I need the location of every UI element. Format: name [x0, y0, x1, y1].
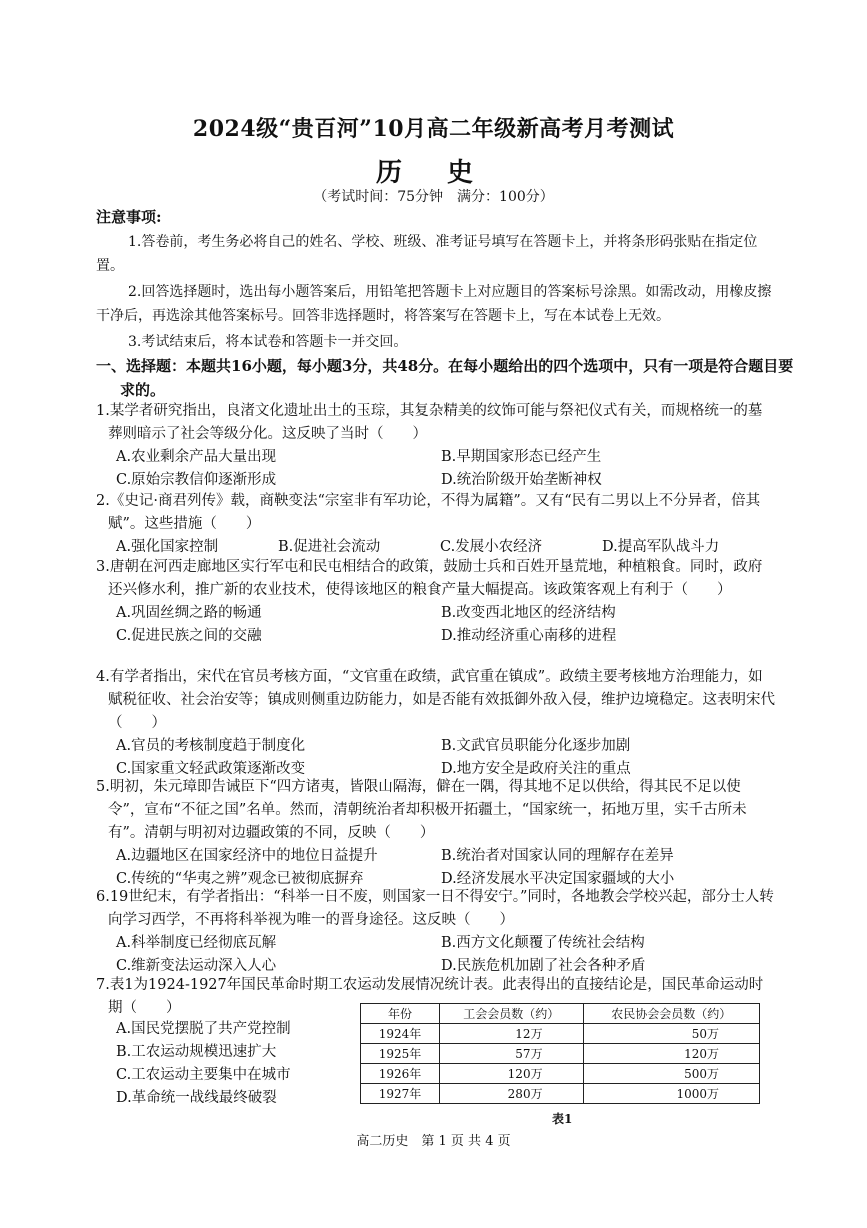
- option-b: B.西方文化颠覆了传统社会结构: [441, 935, 645, 951]
- cell-year: 1926年: [361, 1064, 440, 1084]
- question-3: [96, 556, 776, 648]
- table-caption: 表1: [552, 1112, 573, 1126]
- cell-peasant-members: 1000万: [583, 1084, 759, 1104]
- column-header-union-members: 工会会员数（约）: [440, 1004, 584, 1024]
- option-b: B.促进社会流动: [278, 539, 381, 555]
- table-1: [360, 1003, 760, 1104]
- question-stem: 2.《史记·商君列传》载，商鞅变法“宗室非有军功论，不得为属籍”。又有“民有二男以上不分异者，倍其赋”。这些措施（ ）: [96, 493, 761, 532]
- cell-union-members: 280万: [440, 1084, 584, 1104]
- option-c: C.传统的“华夷之辨”观念已被彻底摒弃: [116, 871, 364, 887]
- cell-year: 1924年: [361, 1024, 440, 1044]
- option-d: D.经济发展水平决定国家疆域的大小: [441, 871, 675, 887]
- option-group: [96, 446, 776, 492]
- option-a: A.农业剩余产品大量出现: [116, 449, 277, 465]
- table-row: [361, 1084, 760, 1104]
- option-group: [96, 602, 776, 648]
- cell-union-members: 57万: [440, 1044, 584, 1064]
- option-a: A.科举制度已经彻底瓦解: [116, 935, 277, 951]
- section-heading: 一、选择题：本题共16小题，每小题3分，共48分。在每小题给出的四个选项中，只有一项是符合题目要求的。: [96, 357, 794, 399]
- table-row: [361, 1024, 760, 1044]
- option-c: C.维新变法运动深入人心: [116, 958, 277, 974]
- question-5: [96, 776, 776, 891]
- option-group: [96, 735, 776, 781]
- option-d: D.统治阶级开始垄断神权: [441, 472, 602, 488]
- cell-peasant-members: 120万: [583, 1044, 759, 1064]
- question-stem: 1.某学者研究指出，良渚文化遗址出土的玉琮，其复杂精美的纹饰可能与祭祀仪式有关，而规格统一的墓葬则暗示了社会等级分化。这反映了当时（ ）: [96, 403, 763, 442]
- option-d: D.民族危机加剧了社会各种矛盾: [441, 958, 646, 974]
- question-4: [96, 666, 776, 781]
- table-row: [361, 1064, 760, 1084]
- option-b: B.统治者对国家认同的理解存在差异: [441, 848, 674, 864]
- option-c: C.发展小农经济: [440, 539, 543, 555]
- option-group: [96, 845, 776, 891]
- question-6: [96, 886, 776, 978]
- exam-title: 2024级“贵百河”10月高二年级新高考月考测试: [192, 116, 675, 142]
- question-2: [96, 490, 776, 559]
- option-b: B.早期国家形态已经产生: [441, 449, 602, 465]
- column-header-peasant-members: 农民协会会员数（约）: [583, 1004, 759, 1024]
- option-a: A.国民党摆脱了共产党控制: [116, 1021, 291, 1037]
- table-header-row: [361, 1004, 760, 1024]
- option-d: D.革命统一战线最终破裂: [116, 1090, 277, 1106]
- option-b: B.文武官员职能分化逐步加剧: [441, 738, 631, 754]
- cell-year: 1927年: [361, 1084, 440, 1104]
- notice-heading: 注意事项:: [96, 208, 162, 226]
- option-c: C.国家重文轻武政策逐渐改变: [116, 761, 306, 777]
- option-d: D.地方安全是政府关注的重点: [441, 761, 631, 777]
- cell-peasant-members: 500万: [583, 1064, 759, 1084]
- table-row: [361, 1044, 760, 1064]
- option-a: A.强化国家控制: [116, 539, 219, 555]
- question-stem: 3.唐朝在河西走廊地区实行军屯和民屯相结合的政策，鼓励士兵和百姓开垦荒地，种植粮食。同时，政府还兴修水利，推广新的农业技术，使得该地区的粮食产量大幅提高。该政策客观上有利于（ ）: [96, 559, 763, 598]
- option-a: A.巩固丝绸之路的畅通: [116, 605, 262, 621]
- cell-union-members: 120万: [440, 1064, 584, 1084]
- option-a: A.边疆地区在国家经济中的地位日益提升: [116, 848, 378, 864]
- exam-info: （考试时间：75分钟 满分：100分）: [313, 189, 554, 205]
- cell-union-members: 12万: [440, 1024, 584, 1044]
- question-stem: 5.明初，朱元璋即告诫臣下“四方诸夷，皆限山隔海，僻在一隅，得其地不足以供给，得其民不足以使令”，宣布“不征之国”名单。然而，清朝统治者却积极开拓疆土，“国家统一，拓地万里，实千古所未有”。清朝与明初对边疆政策的不同，反映（ ）: [96, 779, 747, 841]
- question-1: [96, 400, 776, 492]
- cell-year: 1925年: [361, 1044, 440, 1064]
- option-c: C.促进民族之间的交融: [116, 628, 262, 644]
- question-stem: 4.有学者指出，宋代在官员考核方面，“文官重在政绩，武官重在镇成”。政绩主要考核地方治理能力，如赋税征收、社会治安等；镇成则侧重边防能力，如是否能有效抵御外敌入侵，维护边境稳定。这表明宋代（ ）: [96, 669, 775, 731]
- option-group: [96, 1018, 346, 1110]
- option-group: [96, 932, 776, 978]
- subject-title: 历 史: [375, 158, 492, 188]
- option-d: D.提高军队战斗力: [602, 539, 720, 555]
- option-b: B.工农运动规模迅速扩大: [116, 1044, 277, 1060]
- option-d: D.推动经济重心南移的进程: [441, 628, 617, 644]
- page-footer: 高二历史 第 1 页 共 4 页: [356, 1134, 511, 1149]
- option-b: B.改变西北地区的经济结构: [441, 605, 616, 621]
- notice-item-1: 1.答卷前，考生务必将自己的姓名、学校、班级、准考证号填写在答题卡上，并将条形码张贴在指定位置。: [96, 234, 758, 274]
- column-header-year: 年份: [361, 1004, 440, 1024]
- notice-item-2: 2.回答选择题时，选出每小题答案后，用铅笔把答题卡上对应题目的答案标号涂黑。如需改动，用橡皮擦干净后，再选涂其他答案标号。回答非选择题时，将答案写在答题卡上，写在本试卷上无效。: [96, 284, 772, 324]
- option-a: A.官员的考核制度趋于制度化: [116, 738, 306, 754]
- question-stem: 6.19世纪末，有学者指出：“科举一日不废，则国家一日不得安宁。”同时，各地教会学校兴起，部分士人转向学习西学，不再将科举视为唯一的晋身途径。这反映（ ）: [96, 889, 774, 928]
- option-c: C.原始宗教信仰逐渐形成: [116, 472, 277, 488]
- option-c: C.工农运动主要集中在城市: [116, 1067, 291, 1083]
- question-stem: 7.表1为1924-1927年国民革命时期工农运动发展情况统计表。此表得出的直接结论是，国民革命运动时期（ ）: [96, 977, 764, 1016]
- notice-item-3: 3.考试结束后，将本试卷和答题卡一并交回。: [128, 334, 408, 350]
- cell-peasant-members: 50万: [583, 1024, 759, 1044]
